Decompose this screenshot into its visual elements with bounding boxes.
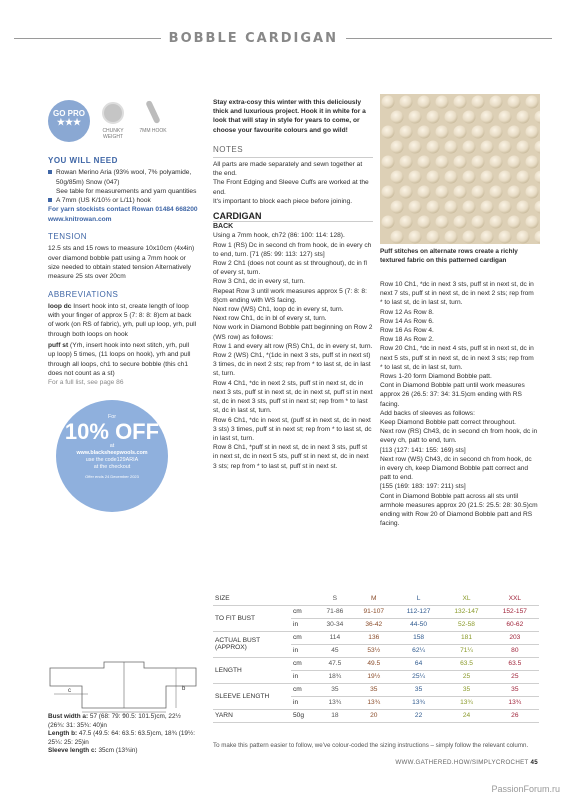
table-cell: 25 (491, 670, 539, 683)
pattern-line: Row 18 As Row 2. (380, 336, 434, 344)
bobble-stitch (481, 201, 494, 214)
bobble-stitch (454, 156, 467, 169)
bullet-icon (48, 198, 52, 202)
bobble-stitch (436, 96, 449, 109)
unit-cell: in (291, 670, 317, 683)
pattern-line: Using a 7mm hook, ch72 (86: 100: 114: 128). (213, 232, 345, 240)
table-cell: 112-127 (395, 605, 443, 618)
promo-line: at the checkout (93, 463, 131, 470)
pattern-line: Next row Ch1, dc in bl of every st, turn. (213, 315, 327, 323)
table-row (213, 605, 539, 618)
pattern-line: Keep Diamond Bobble patt correct throughout. (380, 419, 516, 427)
bobble-stitch (445, 141, 458, 154)
bobble-stitch (499, 171, 512, 184)
bobble-stitch (391, 201, 404, 214)
unit-cell: in (291, 696, 317, 709)
notes-heading: NOTES (213, 144, 244, 154)
pattern-line: Row 16 As Row 4. (380, 327, 434, 335)
bobble-stitch (472, 96, 485, 109)
abbreviations-heading: ABBREVIATIONS (48, 289, 119, 299)
notes-text (213, 157, 373, 206)
bobble-stitch (499, 201, 512, 214)
promo-line: For (107, 413, 117, 420)
bobble-stitch (427, 141, 440, 154)
header-cell: L (395, 592, 443, 605)
row-label: ACTUAL BUST (APPROX) (213, 631, 291, 657)
bust-width-label: Bust width a: (48, 713, 89, 720)
pattern-line: Row 6 Ch1, *dc in next st, (puff st in next st, dc in next 3 sts) 3 times, puff st in next st; rep from * to last st, dc in last st, turn. (213, 416, 372, 442)
bobble-stitch (472, 156, 485, 169)
bobble-stitch (508, 156, 521, 169)
bobble-stitch (472, 216, 485, 229)
bobble-stitch (481, 171, 494, 184)
sleeve-length-value: 35cm (13¾in) (98, 747, 138, 755)
abbrev-puff-st (48, 341, 198, 378)
bobble-stitch (445, 201, 458, 214)
bobble-stitch (391, 111, 404, 124)
tension-text: 12.5 sts and 15 rows to measure 10x10cm (4x4in) over diamond bobble patt using a 7mm hook or size needed to obtain stated tension Alternatively measure 25 sts over 20cm (48, 245, 195, 281)
bobble-stitch (526, 126, 539, 139)
header-cell: SIZE (213, 592, 291, 605)
bobble-stitch (382, 96, 395, 109)
page-footer (395, 759, 538, 766)
abbrev-term: puff st (48, 342, 69, 350)
bobble-stitch-photo (380, 94, 540, 244)
bobble-stitch (517, 171, 530, 184)
right-column (380, 280, 538, 528)
bobble-stitch (499, 111, 512, 124)
bobble-stitch (463, 231, 476, 244)
title-bar (14, 28, 552, 50)
middle-column (213, 98, 373, 471)
yarn-weight-badge (96, 100, 130, 140)
pattern-line: Rows 1-20 form Diamond Bobble patt. (380, 373, 492, 381)
bobble-stitch (409, 171, 422, 184)
star-icons: ★★★ (56, 117, 82, 127)
pattern-line: [113 (127: 141: 155: 169) sts] (380, 446, 466, 454)
table-cell: 152-157 (491, 605, 539, 618)
abbrev-term: loop dc (48, 302, 72, 310)
row-label: LENGTH (213, 657, 291, 683)
table-cell: 44-50 (395, 618, 443, 631)
table-cell: 63.5 (442, 657, 490, 670)
bobble-stitch (481, 111, 494, 124)
footer-url: WWW.GATHERED.HOW/SIMPLYCROCHET (395, 759, 529, 766)
pattern-line: Next row (WS) Ch1, loop dc in every st, turn. (213, 306, 344, 314)
unit-cell: cm (291, 657, 317, 670)
bobble-stitch (454, 186, 467, 199)
bobble-stitch (454, 126, 467, 139)
colour-coding-note: To make this pattern easier to follow, we've colour-coded the sizing instructions – simply follow the relevant column. (213, 742, 529, 749)
skill-level-badge (48, 100, 90, 142)
table-cell: 203 (491, 631, 539, 644)
bobble-stitch (445, 171, 458, 184)
bobble-stitch (409, 201, 422, 214)
stockists-text: For yarn stockists contact Rowan 01484 668200 www.knitrowan.com (48, 206, 198, 223)
pattern-line: Row 1 and every alt row (RS) Ch1, dc in every st, turn. (213, 342, 373, 350)
skill-level-label: GO PRO (52, 109, 85, 118)
bobble-stitch (454, 96, 467, 109)
table-cell: 114 (317, 631, 353, 644)
bobble-stitch (517, 201, 530, 214)
yarn-text: Rowan Merino Aria (93% wool, 7% polyamide, 50g/85m) Snow (047) (56, 169, 192, 186)
unit-cell: in (291, 618, 317, 631)
length-line (48, 730, 198, 747)
pattern-line: Row 8 Ch1, *puff st in next st, dc in next 3 sts, puff st in next st, dc in next 5 sts, puff st in next st, dc in next 3 sts; rep from * to last st, puff st in next st. (213, 444, 369, 470)
table-cell: 45 (317, 644, 353, 657)
bobble-stitch (382, 186, 395, 199)
label-c: c (68, 688, 71, 694)
table-cell: 64 (395, 657, 443, 670)
back-heading: BACK (213, 223, 234, 231)
pattern-line: Row 4 Ch1, *dc in next 2 sts, puff st in next st, dc in next 3 sts, puff st in next st, dc in next st, puff st in next st, dc in next 3 sts, puff st in next st; rep from * to last st, dc in last st, turn. (213, 379, 373, 415)
table-cell: 52-58 (442, 618, 490, 631)
bobble-stitch (463, 141, 476, 154)
bobble-stitch (418, 186, 431, 199)
promo-small-print: Offer ends 24 December 2023 (85, 473, 139, 479)
note-paragraph: All parts are made separately and sewn together at the end. (213, 161, 363, 178)
bobble-stitch (517, 111, 530, 124)
promo-url: www.blacksheepwools.com (76, 449, 148, 456)
pattern-line: Row 1 (RS) Dc in second ch from hook, dc in every ch to end, turn. [71 (85: 99: 113: 127) sts] (213, 241, 372, 258)
table-cell: 35 (491, 683, 539, 696)
tension-heading: TENSION (48, 232, 88, 242)
table-cell: 24 (442, 709, 490, 722)
table-header-row (213, 592, 539, 605)
table-cell: 13¾ (491, 696, 539, 709)
note-paragraph: The Front Edging and Sleeve Cuffs are worked at the end. (213, 179, 369, 196)
pattern-line: Row 3 Ch1, dc in every st, turn. (213, 278, 305, 286)
table-cell: 80 (491, 644, 539, 657)
bobble-stitch (418, 96, 431, 109)
table-cell: 26 (491, 709, 539, 722)
yarn-item (48, 168, 198, 187)
table-row (213, 631, 539, 644)
header-cell (291, 592, 317, 605)
bobble-stitch (472, 186, 485, 199)
row-label: SLEEVE LENGTH (213, 683, 291, 709)
pattern-line: Repeat Row 3 until work measures approx 5 (7: 8: 8: 8)cm ending with WS facing. (213, 287, 367, 304)
bobble-stitch (400, 96, 413, 109)
bobble-stitch (463, 111, 476, 124)
pattern-line: Add backs of sleeves as follows: (380, 409, 475, 417)
hook-item (48, 196, 198, 205)
bobble-stitch (400, 156, 413, 169)
promo-code: use the code129ARIA (85, 456, 139, 463)
pattern-line: Cont in Diamond Bobble patt until work measures approx 26 (26.5: 37: 34: 31.5)cm ending with RS facing. (380, 382, 525, 408)
promo-discount: 10% OFF (64, 418, 160, 444)
size-table (213, 592, 539, 723)
bobble-stitch (445, 231, 458, 244)
pattern-line: [155 (169: 183: 197: 211) sts] (380, 483, 466, 491)
table-cell: 20 (353, 709, 395, 722)
bobble-stitch (391, 231, 404, 244)
bobble-stitch (499, 141, 512, 154)
pattern-line: Cont in Diamond Bobble patt across all sts until armhole measures approx 20 (21.5: 25.5: 28: 30.5)cm ending with Row 20 of Diamond Bobble patt and RS facing. (380, 492, 538, 528)
bobble-stitch (517, 141, 530, 154)
bobble-stitch (436, 156, 449, 169)
abbrev-definition: Insert hook into st, create length of loop with your finger of approx 5 (7: 8: 8: 8)cm at back of work (on RS of fabric), yrh, pull up loop, yrh, pull through both loops on hook (48, 302, 197, 338)
unit-cell: cm (291, 605, 317, 618)
table-cell: 47.5 (317, 657, 353, 670)
length-label: Length b: (48, 730, 78, 738)
bobble-stitch (436, 186, 449, 199)
bobble-stitch (517, 231, 530, 244)
bobble-stitch (490, 216, 503, 229)
hook-size-badge (136, 100, 170, 134)
pattern-line: Next row (RS) Ch43, dc in second ch from hook, dc in every ch, patt to end, turn. (380, 428, 538, 445)
pattern-line: Row 2 (WS) Ch1, *(1dc in next 3 sts, puff st in next st) 3 times, dc in next 2 sts; rep from * to last st, dc in last st, turn. (213, 352, 371, 378)
length-value: 47.5 (49.5: 64: 63.5: 63.5)cm, 18¾ (19½: 25¼: 25: 25)in (48, 730, 196, 746)
pattern-line: Row 10 Ch1, *dc in next 3 sts, puff st in next st, dc in next 7 sts, puff st in next st, dc in next 2 sts; rep from * to last st, dc in last st, turn. (380, 281, 534, 307)
bobble-stitch (418, 126, 431, 139)
bobble-stitch (436, 216, 449, 229)
discount-promo-badge (56, 400, 168, 512)
table-cell: 25 (442, 670, 490, 683)
table-cell: 18 (317, 709, 353, 722)
bullet-icon (48, 170, 52, 174)
table-cell: 49.5 (353, 657, 395, 670)
bobble-stitch (409, 111, 422, 124)
table-cell: 62¼ (395, 644, 443, 657)
bobble-stitch (400, 126, 413, 139)
schematic-outline (50, 662, 196, 708)
table-cell: 30-34 (317, 618, 353, 631)
cardigan-heading: CARDIGAN (213, 211, 262, 222)
table-cell: 13¾ (442, 696, 490, 709)
badge-row (48, 100, 198, 142)
bobble-stitch (490, 186, 503, 199)
bobble-stitch (400, 186, 413, 199)
garment-schematic (48, 660, 198, 715)
photo-caption: Puff stitches on alternate rows create a richly textured fabric on this patterned cardigan (380, 248, 518, 264)
pattern-line: Now work in Diamond Bobble patt beginning on Row 2 (WS row) as follows: (213, 324, 373, 341)
hook-size-label: 7MM HOOK (139, 128, 167, 134)
pattern-line: Row 2 Ch1 (does not count as st throughout), dc in fl of every st, turn. (213, 260, 367, 277)
table-cell: 63.5 (491, 657, 539, 670)
abbrev-loop-dc (48, 302, 198, 339)
bobble-stitch (427, 231, 440, 244)
table-cell: 60-62 (491, 618, 539, 631)
hook-text: A 7mm (US K/10½ or L/11) hook (56, 197, 151, 205)
abbrev-definition: (Yrh, insert hook into next stitch, yrh, pull up loop) 5 times, (11 loops on hook), yrh and pull through all loops, ch1 to secure bobble (this ch1 does not count as a st) (48, 342, 191, 377)
bust-width-value: 57 (68: 79: 90.5: 101.5)cm, 22½ (26¾: 31: 35¾: 40)in (48, 713, 181, 729)
yarn-note: See table for measurements and yarn quantities (56, 187, 197, 195)
yarn-weight-label: CHUNKY WEIGHT (102, 128, 124, 140)
table-cell: 35 (353, 683, 395, 696)
header-cell: XXL (491, 592, 539, 605)
sleeve-length-line (48, 747, 198, 756)
table-cell: 71-86 (317, 605, 353, 618)
promo-line: at (109, 442, 115, 449)
header-cell: S (317, 592, 353, 605)
table-cell: 25¼ (395, 670, 443, 683)
watermark: PassionForum.ru (491, 784, 560, 794)
bust-width-line (48, 713, 198, 730)
row-label: YARN (213, 709, 291, 722)
label-b: b (182, 686, 186, 692)
bobble-stitch (436, 126, 449, 139)
bobble-stitch (508, 186, 521, 199)
table-cell: 181 (442, 631, 490, 644)
bobble-stitch (427, 171, 440, 184)
table-cell: 91-107 (353, 605, 395, 618)
pattern-line: Row 12 As Row 8. (380, 308, 434, 316)
bobble-stitch (382, 156, 395, 169)
bobble-stitch (382, 216, 395, 229)
bobble-stitch (472, 126, 485, 139)
note-paragraph: It's important to block each piece before joining. (213, 197, 353, 205)
header-cell: XL (442, 592, 490, 605)
table-cell: 13¾ (395, 696, 443, 709)
you-will-need-heading: YOU WILL NEED (48, 156, 118, 165)
table-cell: 71¼ (442, 644, 490, 657)
left-column (48, 100, 198, 512)
bobble-stitch (481, 231, 494, 244)
table-cell: 35 (317, 683, 353, 696)
page-number: 45 (530, 759, 538, 766)
bobble-stitch (391, 171, 404, 184)
bobble-stitch (508, 96, 521, 109)
table-cell: 136 (353, 631, 395, 644)
table-cell: 35 (442, 683, 490, 696)
finished-measurements (48, 713, 198, 756)
crochet-hook-icon (145, 100, 161, 124)
table-cell: 36-42 (353, 618, 395, 631)
bobble-stitch (418, 216, 431, 229)
header-cell: M (353, 592, 395, 605)
bobble-stitch (445, 111, 458, 124)
bobble-stitch (418, 156, 431, 169)
pattern-line: Row 20 Ch1, *dc in next 4 sts, puff st in next st, dc in next 5 sts, puff st in next st, dc in next 3 sts; rep from * to last st, dc in last st, turn. (380, 345, 534, 371)
pattern-line: Row 14 As Row 6. (380, 317, 434, 325)
table-cell: 13¾ (353, 696, 395, 709)
bobble-stitch (463, 201, 476, 214)
unit-cell: cm (291, 683, 317, 696)
bobble-stitch (409, 141, 422, 154)
sleeve-length-label: Sleeve length c: (48, 747, 97, 755)
unit-cell: 50g (291, 709, 317, 722)
page-title: BOBBLE CARDIGAN (161, 28, 346, 50)
unit-cell: in (291, 644, 317, 657)
bobble-stitch (490, 96, 503, 109)
table-cell: 132-147 (442, 605, 490, 618)
bobble-stitch (400, 216, 413, 229)
bobble-stitch (427, 111, 440, 124)
row-label: TO FIT BUST (213, 605, 291, 631)
bobble-stitch (382, 126, 395, 139)
bobble-stitch (427, 201, 440, 214)
bobble-stitch (481, 141, 494, 154)
bobble-stitch (454, 216, 467, 229)
table-cell: 19½ (353, 670, 395, 683)
table-cell: 158 (395, 631, 443, 644)
bobble-stitch (499, 231, 512, 244)
bobble-stitch (526, 186, 539, 199)
bobble-stitch (490, 126, 503, 139)
table-row (213, 683, 539, 696)
table-cell: 35 (395, 683, 443, 696)
bobble-stitch (526, 216, 539, 229)
table-cell: 22 (395, 709, 443, 722)
bobble-stitch (409, 231, 422, 244)
bobble-stitch (490, 156, 503, 169)
table-row (213, 709, 539, 722)
unit-cell: cm (291, 631, 317, 644)
table-cell: 53½ (353, 644, 395, 657)
bobble-stitch (508, 216, 521, 229)
bobble-stitch (508, 126, 521, 139)
full-list-note: For a full list, see page 86 (48, 379, 124, 387)
bobble-stitch (526, 156, 539, 169)
bobble-stitch (391, 141, 404, 154)
pattern-instructions (213, 231, 373, 470)
bobble-stitch (463, 171, 476, 184)
table-cell: 18¾ (317, 670, 353, 683)
table-row (213, 657, 539, 670)
intro-text: Stay extra-cosy this winter with this deliciously thick and luxurious project. Hook it in white for a look that will stay in style for years to come, or choose your favourite colours and go wild! (213, 99, 366, 134)
pattern-line: Next row (WS) Ch43, dc in second ch from hook, dc in every ch, keep Diamond Bobble patt correct and patt to end. (380, 455, 532, 482)
table-cell: 13¾ (317, 696, 353, 709)
yarn-ball-icon (102, 102, 124, 124)
bobble-stitch (526, 96, 539, 109)
